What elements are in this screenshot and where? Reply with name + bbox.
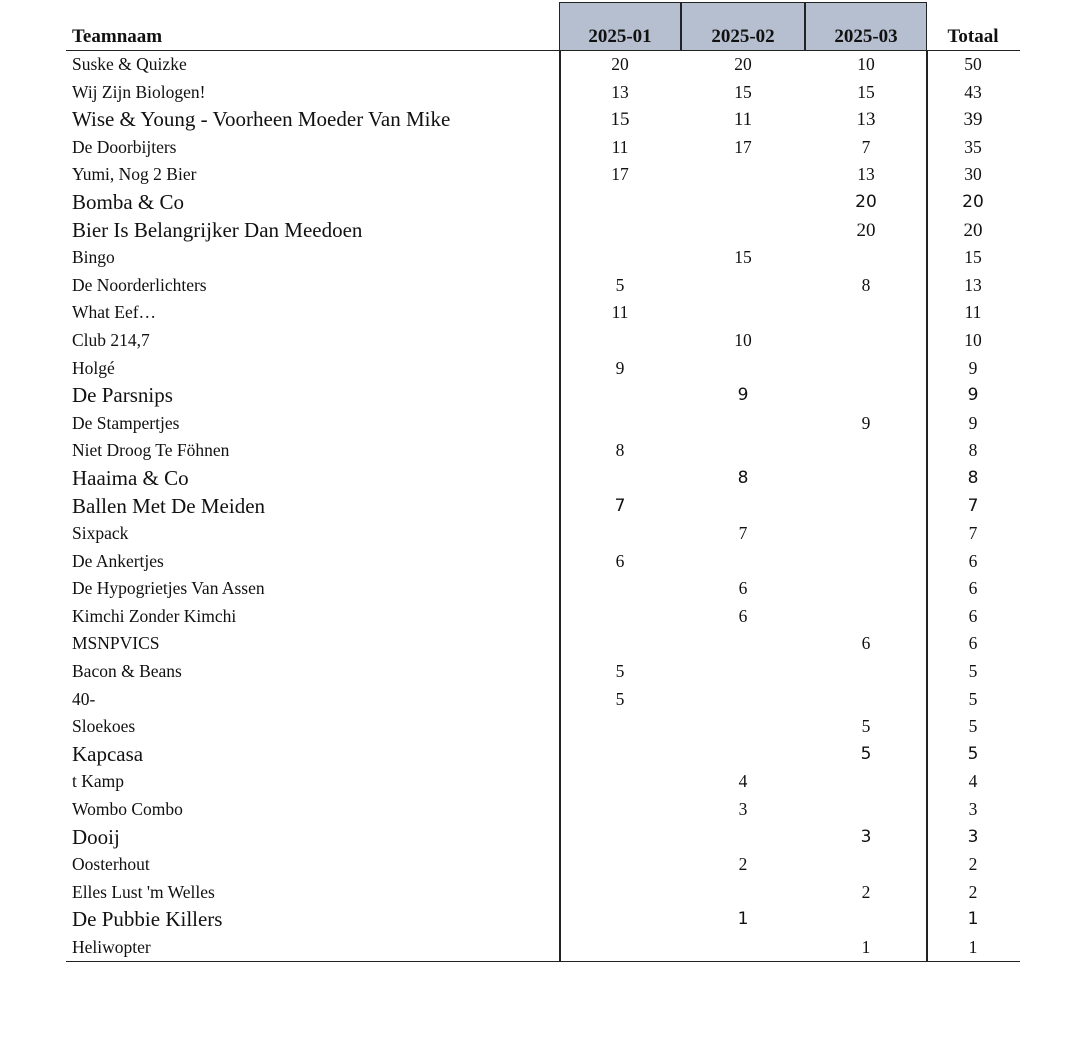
score-total: 3 xyxy=(967,826,979,847)
header-period-3: 2025-03 xyxy=(805,2,927,50)
score-period-2 xyxy=(682,934,804,962)
score-period-1 xyxy=(559,410,681,438)
score-period-1 xyxy=(559,630,681,658)
score-period-3 xyxy=(805,796,927,824)
table-row xyxy=(66,465,1020,493)
team-name: Ballen Met De Meiden xyxy=(72,493,266,518)
score-period-1 xyxy=(559,217,681,245)
score-period-3: 2 xyxy=(861,881,871,902)
score-period-3: 1 xyxy=(861,937,871,957)
score-total: 43 xyxy=(964,81,982,102)
score-period-3 xyxy=(805,520,927,548)
score-period-2: 6 xyxy=(738,578,748,599)
team-name: De Doorbijters xyxy=(72,136,177,157)
table-row xyxy=(66,658,1020,686)
score-period-3: 6 xyxy=(861,633,871,654)
table-row xyxy=(66,906,1020,934)
team-name: Niet Droog Te Föhnen xyxy=(72,440,230,461)
score-period-2 xyxy=(682,879,804,907)
score-period-3 xyxy=(805,244,927,272)
score-period-1 xyxy=(559,934,681,962)
score-period-1 xyxy=(559,824,681,852)
score-period-3: 9 xyxy=(861,412,871,433)
table-row xyxy=(66,134,1020,162)
team-name: De Hypogrietjes Van Assen xyxy=(72,578,265,599)
score-total: 11 xyxy=(964,302,982,323)
header-period-1: 2025-01 xyxy=(559,2,681,50)
score-period-2: 9 xyxy=(737,385,749,406)
score-total: 9 xyxy=(968,412,978,433)
team-name: De Pubbie Killers xyxy=(72,907,223,932)
score-total: 20 xyxy=(962,191,984,212)
score-period-1 xyxy=(559,796,681,824)
score-period-2: 1 xyxy=(737,909,749,930)
score-period-3 xyxy=(805,686,927,714)
score-total: 15 xyxy=(964,247,982,268)
team-name: MSNPVICS xyxy=(72,633,160,654)
team-name: Wij Zijn Biologen! xyxy=(72,81,206,102)
score-period-2 xyxy=(682,189,804,217)
score-period-3 xyxy=(805,768,927,796)
score-period-1 xyxy=(559,189,681,217)
table-row xyxy=(66,161,1020,189)
table-bottom-rule xyxy=(66,961,1020,963)
score-period-1: 5 xyxy=(615,661,625,682)
score-period-1: 11 xyxy=(611,302,629,323)
score-period-3: 5 xyxy=(860,743,872,764)
score-period-3 xyxy=(805,465,927,493)
score-total: 1 xyxy=(968,937,978,957)
table-row xyxy=(66,410,1020,438)
score-period-2 xyxy=(682,410,804,438)
score-period-2: 8 xyxy=(737,467,749,488)
team-name: De Stampertjes xyxy=(72,412,180,433)
team-name: Haaima & Co xyxy=(72,465,189,490)
score-period-1 xyxy=(559,603,681,631)
score-period-3 xyxy=(805,603,927,631)
score-period-1: 13 xyxy=(611,81,629,102)
score-total: 6 xyxy=(968,550,978,571)
score-period-1: 5 xyxy=(615,274,625,295)
score-period-1: 15 xyxy=(610,109,630,131)
score-period-1: 17 xyxy=(611,164,629,185)
team-name: De Parsnips xyxy=(72,383,173,408)
table-row xyxy=(66,355,1020,383)
score-period-3 xyxy=(805,658,927,686)
score-period-1 xyxy=(559,520,681,548)
table-row xyxy=(66,79,1020,107)
team-name: Wombo Combo xyxy=(72,799,183,820)
table-row xyxy=(66,824,1020,852)
score-period-2: 10 xyxy=(734,329,752,350)
score-period-3: 7 xyxy=(861,136,871,157)
score-period-3: 10 xyxy=(857,54,875,74)
score-total: 5 xyxy=(968,716,978,737)
table-body xyxy=(66,51,1020,962)
team-name: Club 214,7 xyxy=(72,329,150,350)
table-row xyxy=(66,106,1020,134)
score-period-3 xyxy=(805,355,927,383)
team-name: Suske & Quizke xyxy=(72,54,187,74)
score-period-2 xyxy=(682,658,804,686)
score-period-2: 6 xyxy=(738,605,748,626)
team-name: 40- xyxy=(72,688,96,709)
table-row xyxy=(66,382,1020,410)
score-period-3 xyxy=(805,906,927,934)
score-period-2: 15 xyxy=(734,81,752,102)
score-period-1: 9 xyxy=(615,357,625,378)
score-total: 10 xyxy=(964,329,982,350)
table-row xyxy=(66,603,1020,631)
score-period-3 xyxy=(805,575,927,603)
score-period-3: 8 xyxy=(861,274,871,295)
table-row xyxy=(66,713,1020,741)
table-row xyxy=(66,299,1020,327)
score-period-3 xyxy=(805,382,927,410)
team-name: Oosterhout xyxy=(72,854,150,875)
score-period-1: 5 xyxy=(615,688,625,709)
header-teamname: Teamnaam xyxy=(72,26,163,47)
score-period-2 xyxy=(682,355,804,383)
team-name: Sixpack xyxy=(72,523,129,544)
team-name: Bacon & Beans xyxy=(72,661,182,682)
column-divider xyxy=(559,50,561,961)
table-row xyxy=(66,244,1020,272)
table-row xyxy=(66,217,1020,245)
score-total: 13 xyxy=(964,274,982,295)
team-name: Sloekoes xyxy=(72,716,136,737)
table-row xyxy=(66,493,1020,521)
table-row xyxy=(66,437,1020,465)
score-period-2 xyxy=(682,161,804,189)
score-period-3 xyxy=(805,327,927,355)
header-total: Totaal xyxy=(947,26,999,47)
score-period-3: 20 xyxy=(855,191,877,212)
team-name: Dooij xyxy=(72,824,120,849)
table-header xyxy=(66,2,1020,51)
table-row xyxy=(66,548,1020,576)
team-name: Bomba & Co xyxy=(72,189,185,214)
score-total: 35 xyxy=(964,136,982,157)
score-total: 2 xyxy=(968,854,978,875)
score-period-1: 20 xyxy=(611,54,629,74)
score-period-1 xyxy=(559,851,681,879)
score-period-2 xyxy=(682,217,804,245)
score-total: 5 xyxy=(968,688,978,709)
score-total: 50 xyxy=(964,54,982,74)
score-total: 5 xyxy=(967,743,979,764)
header-period-2: 2025-02 xyxy=(681,2,805,50)
score-period-2: 2 xyxy=(738,854,748,875)
score-total: 8 xyxy=(968,440,978,461)
score-period-2: 17 xyxy=(734,136,752,157)
score-total: 8 xyxy=(967,467,979,488)
score-period-3: 3 xyxy=(860,826,872,847)
table-row xyxy=(66,851,1020,879)
score-period-2 xyxy=(682,713,804,741)
table-row xyxy=(66,879,1020,907)
score-period-3: 20 xyxy=(856,219,876,241)
score-total: 30 xyxy=(964,164,982,185)
table-row xyxy=(66,51,1020,79)
table-row xyxy=(66,686,1020,714)
score-period-1 xyxy=(559,575,681,603)
score-period-1 xyxy=(559,741,681,769)
team-name: Yumi, Nog 2 Bier xyxy=(72,164,197,185)
score-period-3 xyxy=(805,548,927,576)
score-period-3 xyxy=(805,299,927,327)
score-period-2 xyxy=(682,299,804,327)
table-row xyxy=(66,741,1020,769)
table-row xyxy=(66,934,1020,962)
score-period-1 xyxy=(559,906,681,934)
score-total: 9 xyxy=(968,357,978,378)
score-period-2 xyxy=(682,630,804,658)
team-name: What Eef… xyxy=(72,302,157,323)
score-period-1 xyxy=(559,327,681,355)
score-period-2: 20 xyxy=(734,54,752,74)
score-total: 7 xyxy=(968,523,978,544)
score-total: 2 xyxy=(968,881,978,902)
score-period-3: 15 xyxy=(857,81,875,102)
score-period-2 xyxy=(682,493,804,521)
score-total: 6 xyxy=(968,633,978,654)
table-row xyxy=(66,520,1020,548)
score-period-2 xyxy=(682,686,804,714)
score-period-2 xyxy=(682,272,804,300)
column-divider xyxy=(926,50,928,961)
score-period-2 xyxy=(682,437,804,465)
score-period-3 xyxy=(805,851,927,879)
team-name: Wise & Young - Voorheen Moeder Van Mike xyxy=(72,107,451,132)
table-row xyxy=(66,272,1020,300)
table-row xyxy=(66,575,1020,603)
team-name: De Ankertjes xyxy=(72,550,164,571)
score-total: 5 xyxy=(968,661,978,682)
score-period-1: 8 xyxy=(615,440,625,461)
score-period-1 xyxy=(559,465,681,493)
team-name: De Noorderlichters xyxy=(72,274,207,295)
score-total: 6 xyxy=(968,605,978,626)
score-total: 9 xyxy=(967,385,979,406)
score-total: 7 xyxy=(967,495,979,516)
team-name: Kimchi Zonder Kimchi xyxy=(72,605,237,626)
team-name: Holgé xyxy=(72,357,115,378)
score-table xyxy=(66,2,1020,962)
team-name: Bier Is Belangrijker Dan Meedoen xyxy=(72,217,363,242)
score-period-3: 13 xyxy=(857,164,875,185)
score-period-1: 7 xyxy=(614,495,626,516)
table-row xyxy=(66,630,1020,658)
team-name: Heliwopter xyxy=(72,937,151,957)
score-period-2: 11 xyxy=(733,109,753,131)
table-row xyxy=(66,327,1020,355)
score-period-1 xyxy=(559,879,681,907)
team-name: Elles Lust 'm Welles xyxy=(72,881,215,902)
score-period-1 xyxy=(559,244,681,272)
score-period-3: 13 xyxy=(856,109,876,131)
score-period-2: 3 xyxy=(738,799,748,820)
team-name: Kapcasa xyxy=(72,741,144,766)
score-period-2: 7 xyxy=(738,523,748,544)
score-period-3 xyxy=(805,493,927,521)
score-period-1 xyxy=(559,713,681,741)
score-period-2 xyxy=(682,824,804,852)
score-period-1: 6 xyxy=(615,550,625,571)
score-total: 39 xyxy=(963,109,983,131)
score-period-2 xyxy=(682,548,804,576)
score-total: 6 xyxy=(968,578,978,599)
score-total: 1 xyxy=(967,909,979,930)
score-total: 20 xyxy=(963,219,983,241)
score-period-2: 15 xyxy=(734,247,752,268)
score-period-1 xyxy=(559,382,681,410)
table-row xyxy=(66,189,1020,217)
score-period-2 xyxy=(682,741,804,769)
score-total: 3 xyxy=(968,799,978,820)
table-row xyxy=(66,796,1020,824)
table-row xyxy=(66,768,1020,796)
score-period-3 xyxy=(805,437,927,465)
team-name: t Kamp xyxy=(72,771,125,792)
score-period-1 xyxy=(559,768,681,796)
score-period-3: 5 xyxy=(861,716,871,737)
score-period-1: 11 xyxy=(611,136,629,157)
score-period-2: 4 xyxy=(738,771,748,792)
score-total: 4 xyxy=(968,771,978,792)
team-name: Bingo xyxy=(72,247,115,268)
